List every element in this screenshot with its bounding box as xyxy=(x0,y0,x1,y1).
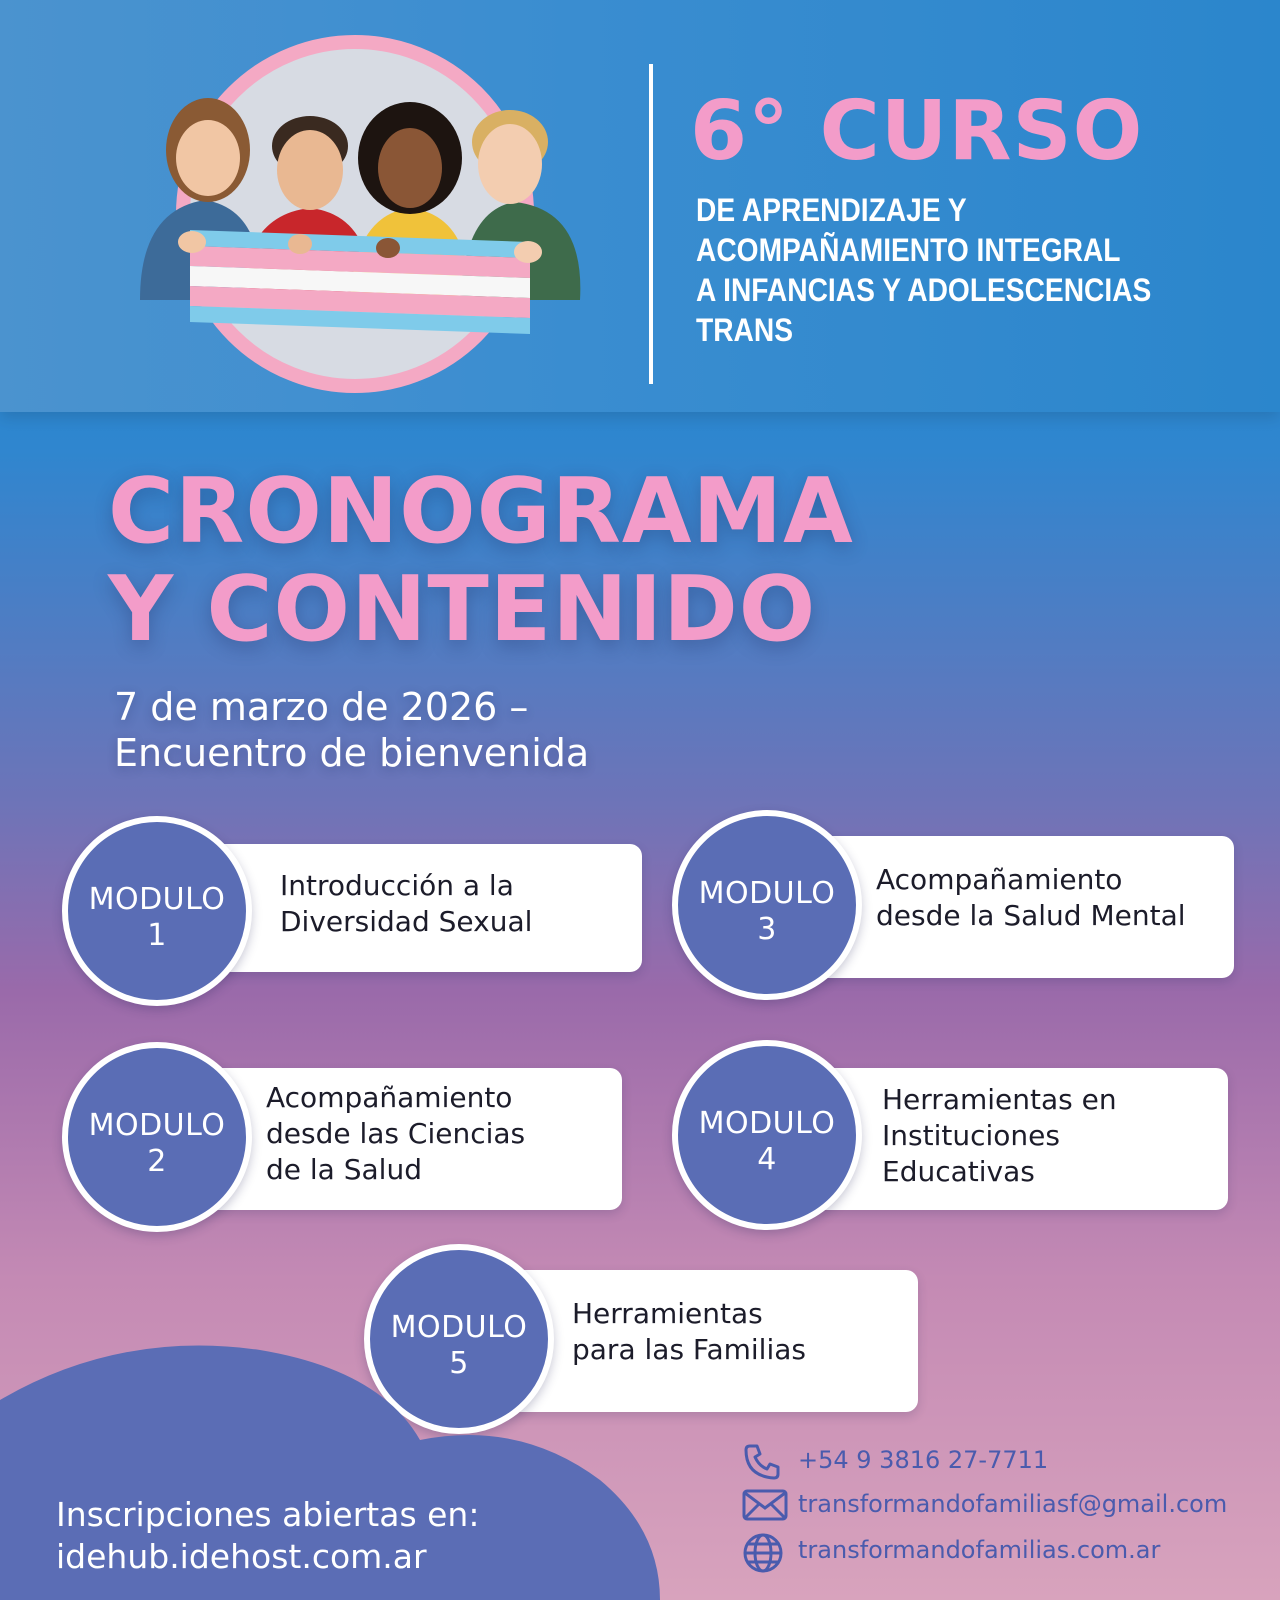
course-title: 6° CURSO xyxy=(690,84,1144,179)
module-badge xyxy=(672,810,862,1000)
page-title-line1: CRONOGRAMA xyxy=(108,459,854,564)
module-badge-label: MODULO xyxy=(88,882,226,917)
module-badge xyxy=(62,1042,252,1232)
contact-phone[interactable] xyxy=(742,1442,1262,1482)
module-title-line: desde las Ciencias xyxy=(266,1117,526,1150)
module-card-1 xyxy=(62,816,642,1010)
children-with-trans-flag-illustration xyxy=(110,30,620,410)
module-card-4 xyxy=(672,1040,1228,1234)
event-date: 7 de marzo de 2026 – xyxy=(114,685,529,729)
module-badge-label: MODULO xyxy=(390,1310,528,1345)
module-card-2 xyxy=(62,1042,622,1236)
globe-icon xyxy=(742,1532,784,1574)
contact-website-text: transformandofamilias.com.ar xyxy=(798,1536,1161,1564)
module-badge-label: MODULO xyxy=(698,876,836,911)
module-title-line: Introducción a la xyxy=(280,869,514,902)
module-title-line: Herramientas en xyxy=(882,1083,1117,1116)
module-badge-number: 4 xyxy=(757,1142,777,1177)
phone-icon xyxy=(742,1442,782,1482)
module-title xyxy=(266,1080,525,1188)
module-title-line: para las Familias xyxy=(572,1333,806,1366)
inscriptions-label: Inscripciones abiertas en: xyxy=(56,1495,480,1534)
contact-email-text: transformandofamiliasf@gmail.com xyxy=(798,1490,1228,1518)
module-title-line: Acompañamiento xyxy=(876,863,1123,896)
course-subtitle-line: DE APRENDIZAJE Y xyxy=(696,192,967,228)
contact-email[interactable] xyxy=(742,1488,1262,1528)
course-subtitle-line: ACOMPAÑAMIENTO INTEGRAL xyxy=(696,232,1121,268)
event-description: Encuentro de bienvenida xyxy=(114,731,590,775)
inscriptions-link[interactable]: idehub.idehost.com.ar xyxy=(56,1537,427,1576)
module-title-line: Diversidad Sexual xyxy=(280,905,533,938)
header-divider xyxy=(649,64,653,384)
module-badge-number: 2 xyxy=(147,1144,167,1179)
module-title-line: Instituciones xyxy=(882,1119,1060,1152)
module-badge-number: 3 xyxy=(757,912,777,947)
contact-phone-text: +54 9 3816 27-7711 xyxy=(798,1446,1049,1474)
module-badge-number: 5 xyxy=(449,1346,469,1381)
course-subtitle xyxy=(696,190,1189,350)
module-badge-number: 1 xyxy=(147,918,167,953)
module-badge-label: MODULO xyxy=(698,1106,836,1141)
header-banner xyxy=(0,0,1280,412)
module-title-line: Herramientas xyxy=(572,1297,763,1330)
module-badge-label: MODULO xyxy=(88,1108,226,1143)
module-title-line: Educativas xyxy=(882,1155,1035,1188)
course-subtitle-line: A INFANCIAS Y ADOLESCENCIAS xyxy=(696,272,1152,308)
module-card-3 xyxy=(672,810,1234,1004)
contact-website[interactable] xyxy=(742,1532,1262,1572)
module-badge xyxy=(62,816,252,1006)
module-title-line: Acompañamiento xyxy=(266,1081,513,1114)
module-title xyxy=(280,868,532,940)
course-subtitle-line: TRANS xyxy=(696,312,793,348)
module-title xyxy=(882,1082,1117,1190)
mail-icon xyxy=(742,1488,788,1522)
module-title-line: de la Salud xyxy=(266,1153,422,1186)
module-title xyxy=(876,862,1186,934)
page-title-line2: Y CONTENIDO xyxy=(108,557,817,662)
module-title-line: desde la Salud Mental xyxy=(876,899,1186,932)
module-badge xyxy=(672,1040,862,1230)
